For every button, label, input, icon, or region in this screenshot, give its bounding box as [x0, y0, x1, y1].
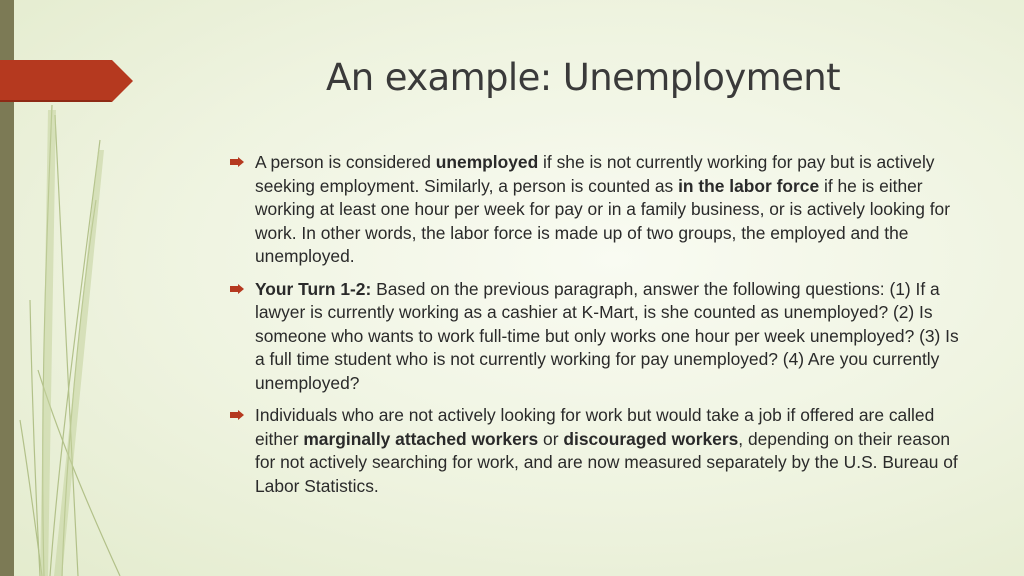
- bullet-item: [230, 151, 970, 269]
- bold-term-marginally-attached: marginally attached workers: [303, 428, 539, 449]
- text-run: Individuals who are not actively looking for work but would take a job if offered are called either: [255, 405, 935, 449]
- text-run: Based on the previous paragraph, answer the following questions: (1) If a lawyer is currently working as a cashier at K-Mart, is she counted as unemployed? (2) Is someone who wants to work full-time but only works one hour per week unemployed? (3) Is a full time student who is not currently working for pay unemployed? (4) Are you currently unemployed?: [255, 278, 959, 393]
- bullet-text: [255, 405, 958, 496]
- text-run: if he is either working at least one hour per week for pay or in a family business, or is actively looking for work. In other words, the labor force is made up of two groups, the employed and the unemployed.: [255, 175, 950, 266]
- bullet-item: [230, 278, 970, 396]
- arrow-bullet-icon: [230, 410, 244, 420]
- bold-your-turn-label: Your Turn 1-2:: [255, 278, 372, 299]
- bullet-text: [255, 279, 959, 393]
- text-run: if she is not currently working for pay but is actively seeking employment. Similarly, a person is counted as: [255, 152, 935, 196]
- arrow-bullet-icon: [230, 284, 244, 294]
- slide-title: An example: Unemployment: [326, 56, 841, 99]
- text-run: or: [538, 428, 564, 449]
- bold-term-labor-force: in the labor force: [678, 175, 820, 196]
- arrow-bullet-icon: [230, 157, 244, 167]
- bullet-item: [230, 404, 970, 498]
- text-run: , depending on their reason for not actively searching for work, and are now measured separately by the U.S. Bureau of Labor Statistics.: [255, 428, 958, 496]
- slide-content: [230, 151, 970, 507]
- accent-arrow-tab: [0, 0, 140, 576]
- text-run: A person is considered: [255, 152, 436, 172]
- bold-term-discouraged: discouraged workers: [563, 428, 739, 449]
- bullet-text: [255, 152, 950, 266]
- bold-term-unemployed: unemployed: [435, 152, 539, 172]
